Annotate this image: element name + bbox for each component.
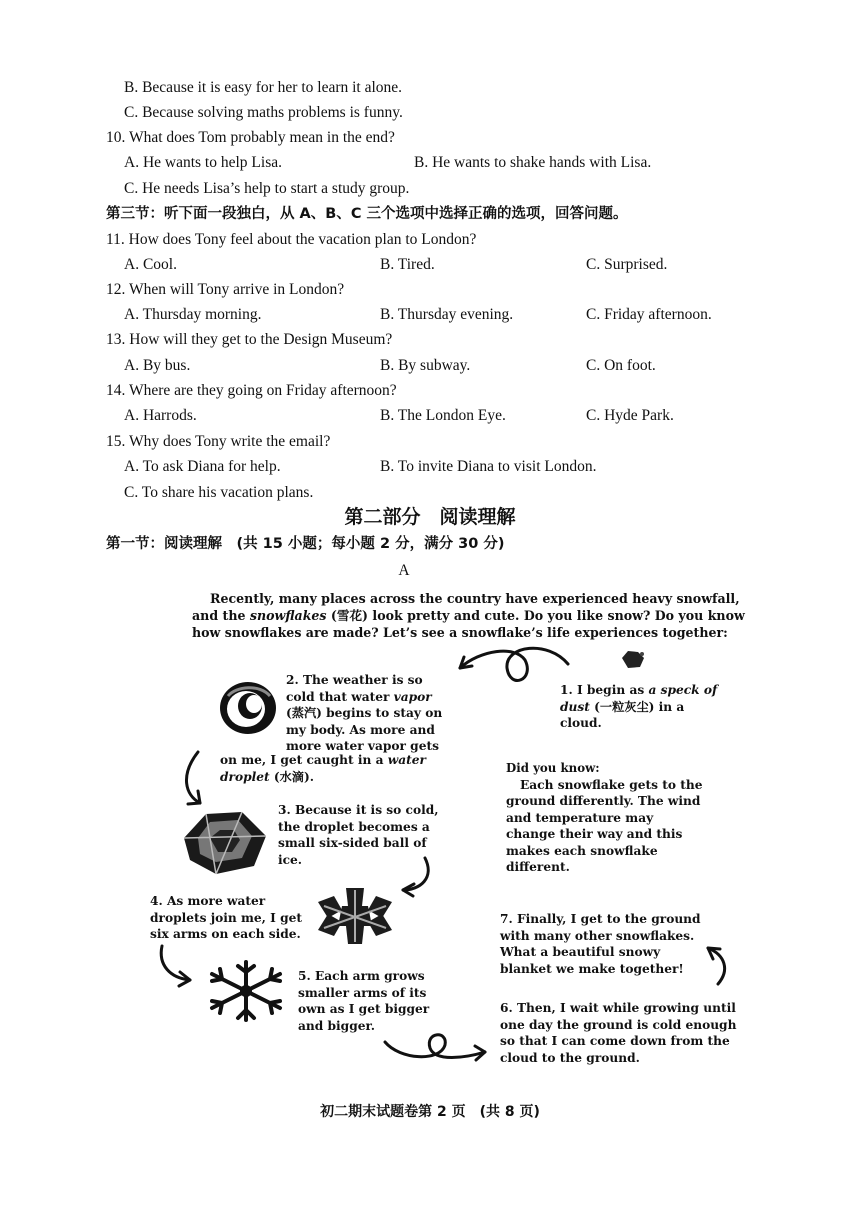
page-footer: 初二期末试题卷第 2 页 (共 8 页)	[320, 1104, 540, 1120]
step-1-text	[560, 682, 730, 732]
dust-speck-icon	[618, 648, 648, 672]
part2-section1-heading: 第一节：阅读理解 (共 15 小题；每小题 2 分，满分 30 分)	[106, 536, 505, 552]
part2-title: 第二部分 阅读理解	[344, 506, 516, 528]
step-2-term: vapor	[393, 689, 432, 704]
step-2-text-cont	[220, 752, 450, 785]
step-2-text	[286, 672, 452, 755]
question-10-stem: 10. What does Tom probably mean in the end?	[106, 129, 395, 146]
did-you-know-box	[506, 760, 706, 876]
passage-letter: A	[398, 562, 410, 579]
option-11a: A. Cool.	[124, 256, 177, 273]
step-1-part: 1. I begin as	[560, 683, 649, 697]
intro-italic-term: snowflakes	[249, 608, 327, 623]
option-10a: A. He wants to help Lisa.	[124, 154, 282, 171]
step-4-text: 4. As more water droplets join me, I get six arms on each side.	[150, 894, 302, 941]
option-13a: A. By bus.	[124, 357, 191, 374]
option-12c: C. Friday afternoon.	[586, 306, 712, 323]
loop-arrow-bottom	[385, 1035, 485, 1058]
step-6-text: 6. Then, I wait while growing until one day the ground is cold enough so that I can come down from the cloud to the ground.	[500, 1001, 737, 1065]
option-14b: B. The London Eye.	[380, 407, 506, 424]
option-10c: C. He needs Lisa’s help to start a study group.	[124, 180, 410, 197]
intro-text: (雪花) look pretty and cute. Do you like snow? Do you know	[326, 608, 745, 623]
step-1-term: a speck of dust	[560, 683, 718, 714]
step-2-part: (水滴).	[269, 769, 315, 784]
loop-arrow-top	[460, 648, 568, 680]
step-1-part: (一粒灰尘) in a cloud.	[560, 699, 685, 730]
option-9b: B. Because it is easy for her to learn it alone.	[124, 79, 403, 96]
step-2-part: (蒸汽) begins to stay on my body. As more and more water vapor gets	[286, 706, 443, 753]
option-10b: B. He wants to shake hands with Lisa.	[414, 154, 652, 171]
option-15a: A. To ask Diana for help.	[124, 458, 281, 475]
option-14c: C. Hyde Park.	[586, 407, 674, 424]
step-5-text: 5. Each arm grows smaller arms of its own as I get bigger and bigger.	[298, 969, 430, 1033]
option-15b: B. To invite Diana to visit London.	[380, 458, 597, 475]
option-9c: C. Because solving maths problems is funny.	[124, 104, 403, 121]
intro-line-3: how snowflakes are made? Let’s see a snowflake’s life experiences together:	[192, 625, 728, 640]
step-2-part: on me, I get caught in a	[220, 753, 388, 767]
six-arm-snowflake-icon	[316, 884, 394, 948]
did-you-know-body: Each snowflake gets to the ground differently. The wind and temperature may change their way and this makes each snowflake different.	[506, 777, 703, 874]
option-12a: A. Thursday morning.	[124, 306, 262, 323]
option-11b: B. Tired.	[380, 256, 435, 273]
vapor-ring-icon	[216, 678, 280, 738]
intro-text: and the	[192, 608, 250, 623]
ice-crystal-icon	[176, 808, 272, 876]
question-12-stem: 12. When will Tony arrive in London?	[106, 281, 345, 298]
branched-snowflake-icon	[204, 958, 288, 1024]
section3-instruction: 第三节：听下面一段独白，从 A、B、C 三个选项中选择正确的选项，回答问题。	[106, 206, 628, 222]
option-11c: C. Surprised.	[586, 256, 668, 273]
option-12b: B. Thursday evening.	[380, 306, 514, 323]
option-13c: C. On foot.	[586, 357, 656, 374]
option-15c: C. To share his vacation plans.	[124, 484, 314, 501]
step-3-text: 3. Because it is so cold, the droplet becomes a small six-sided ball of ice.	[278, 803, 439, 867]
step-2-part: 2. The weather is so cold that water	[286, 673, 423, 704]
step-7-text: 7. Finally, I get to the ground with many other snowflakes. What a beautiful snowy blanket we make together!	[500, 912, 701, 976]
question-15-stem: 15. Why does Tony write the email?	[106, 433, 331, 450]
question-11-stem: 11. How does Tony feel about the vacation plan to London?	[106, 231, 477, 248]
option-14a: A. Harrods.	[124, 407, 197, 424]
question-13-stem: 13. How will they get to the Design Museum?	[106, 331, 393, 348]
option-13b: B. By subway.	[380, 357, 471, 374]
question-14-stem: 14. Where are they going on Friday afternoon?	[106, 382, 397, 399]
intro-line-1: Recently, many places across the country have experienced heavy snowfall,	[210, 591, 740, 606]
did-you-know-title: Did you know:	[506, 761, 600, 775]
step-2-term: water droplet	[220, 753, 426, 784]
